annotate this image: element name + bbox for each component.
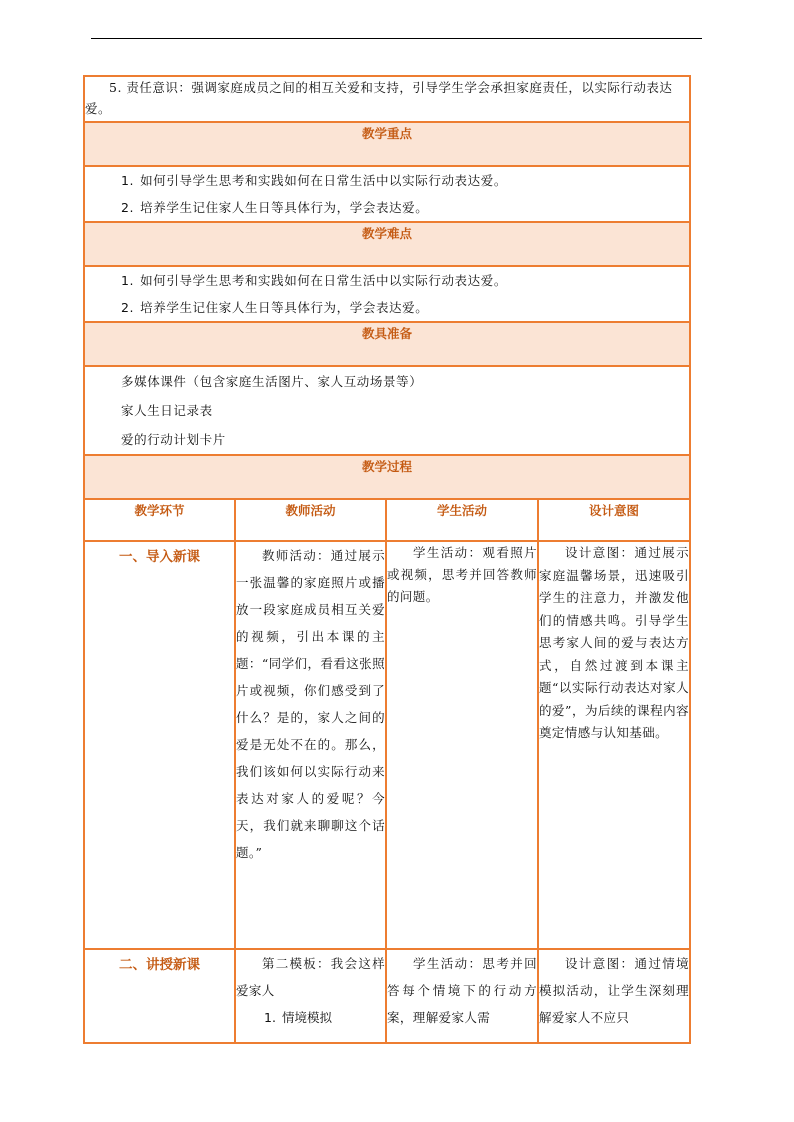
difficulties-list — [84, 266, 690, 322]
column-header-student: 学生活动 — [386, 499, 538, 541]
list-item: 2. 培养学生记住家人生日等具体行为，学会表达爱。 — [121, 300, 429, 315]
list-item: 家人生日记录表 — [121, 403, 213, 418]
process-column-headers — [84, 499, 690, 541]
key-points-header — [84, 122, 690, 166]
key-points-list — [84, 166, 690, 222]
list-item: 2. 培养学生记住家人生日等具体行为，学会表达爱。 — [121, 200, 429, 215]
section-title: 教学重点 — [84, 122, 690, 166]
stage-name: 一、导入新课 — [119, 549, 200, 565]
process-header — [84, 455, 690, 499]
design-intent: 设计意图：通过情境模拟活动，让学生深刻理解爱家人不应只 — [539, 956, 690, 1025]
student-activity: 学生活动：观看照片或视频，思考并回答教师的问题。 — [387, 545, 537, 604]
page-header-rule — [91, 38, 702, 39]
table-row — [84, 949, 690, 1043]
section-title: 教学过程 — [84, 455, 690, 499]
tools-list — [84, 366, 690, 455]
list-item: 爱的行动计划卡片 — [121, 432, 226, 447]
teacher-activity: 第二模板：我会这样爱家人 — [236, 956, 385, 998]
list-item: 1. 如何引导学生思考和实践如何在日常生活中以实际行动表达爱。 — [121, 273, 507, 288]
tools-header — [84, 322, 690, 366]
stage-name: 二、讲授新课 — [119, 957, 200, 973]
section-title: 教学难点 — [84, 222, 690, 266]
design-intent: 设计意图：通过展示家庭温馨场景，迅速吸引学生的注意力，并激发他们的情感共鸣。引导学生思考家人间的爱与表达方式，自然过渡到本课主题“以实际行动表达对家人的爱”，为后续的课程内容奠定情感与认知基础。 — [539, 545, 690, 740]
student-activity: 学生活动：思考并回答每个情境下的行动方案，理解爱家人需 — [387, 956, 537, 1025]
column-header-intent: 设计意图 — [538, 499, 690, 541]
teacher-activity: 教师活动：通过展示一张温馨的家庭照片或播放一段家庭成员相互关爱的视频，引出本课的主题：“同学们，看看这张照片或视频，你们感受到了什么？是的，家人之间的爱是无处不在的。那么，我们该如何以实际行动来表达对家人的爱呢？今天，我们就来聊聊这个话题。” — [236, 548, 385, 860]
list-item: 1. 如何引导学生思考和实践如何在日常生活中以实际行动表达爱。 — [121, 173, 507, 188]
responsibility-text: 5. 责任意识：强调家庭成员之间的相互关爱和支持，引导学生学会承担家庭责任，以实际行动表达爱。 — [85, 80, 673, 116]
lesson-plan-table — [83, 75, 691, 1044]
table-row — [84, 541, 690, 949]
difficulties-header — [84, 222, 690, 266]
teacher-sub-item: 1. 情境模拟 — [264, 1010, 332, 1025]
column-header-stage: 教学环节 — [84, 499, 235, 541]
section-title: 教具准备 — [84, 322, 690, 366]
intro-row — [84, 76, 690, 122]
list-item: 多媒体课件（包含家庭生活图片、家人互动场景等） — [121, 374, 423, 389]
column-header-teacher: 教师活动 — [235, 499, 386, 541]
